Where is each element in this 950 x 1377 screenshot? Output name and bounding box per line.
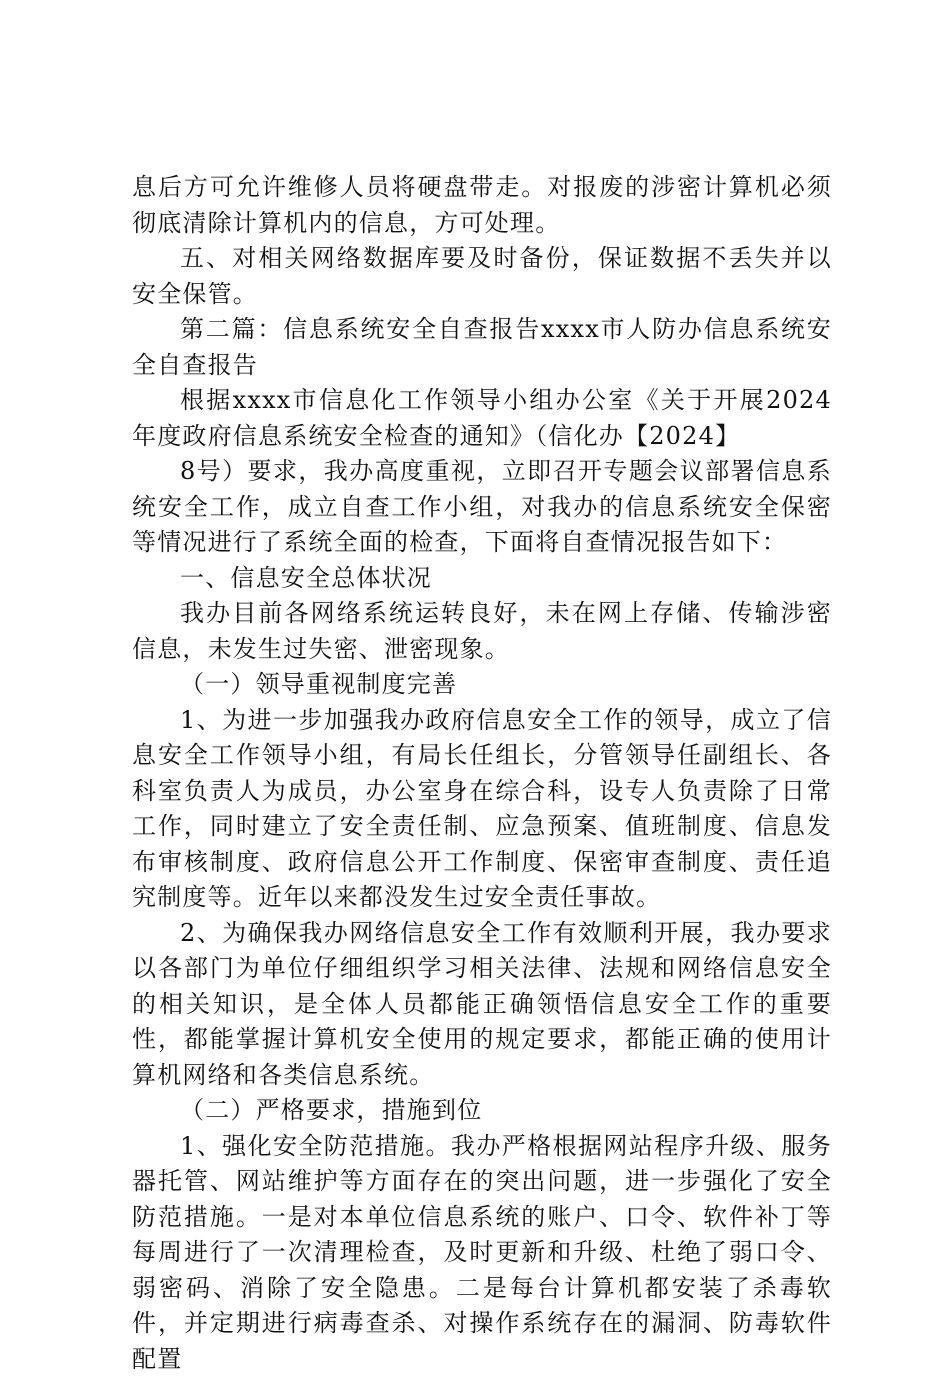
paragraph-continuation: 息后方可允许维修人员将硬盘带走。对报废的涉密计算机必须彻底清除计算机内的信息，方可处理。 bbox=[132, 170, 832, 241]
paragraph-network-status: 我办目前各网络系统运转良好，未在网上存储、传输涉密信息，未发生过失密、泄密现象。 bbox=[132, 596, 832, 667]
paragraph-security-measures: 1、强化安全防范措施。我办严格根据网站程序升级、服务器托管、网站维护等方面存在的突出问题，进一步强化了安全防范措施。一是对本单位信息系统的账户、口令、软件补丁等每周进行了一次清理检查，及时更新和升级、杜绝了弱口令、弱密码、消除了安全隐患。二是每台计算机都安装了杀毒软件，并定期进行病毒查杀、对操作系统存在的漏洞、防毒软件配置 bbox=[132, 1129, 832, 1377]
heading-overall-status: 一、信息安全总体状况 bbox=[132, 561, 832, 597]
document-body bbox=[132, 170, 832, 1377]
subheading-measures: （二）严格要求，措施到位 bbox=[132, 1093, 832, 1129]
paragraph-basis: 根据xxxx市信息化工作领导小组办公室《关于开展2024年度政府信息系统安全检查的通知》（信化办【2024】 bbox=[132, 383, 832, 454]
section-heading-part-two: 第二篇：信息系统安全自查报告xxxx市人防办信息系统安全自查报告 bbox=[132, 312, 832, 383]
paragraph-training: 2、为确保我办网络信息安全工作有效顺利开展，我办要求以各部门为单位仔细组织学习相关法律、法规和网络信息安全的相关知识，是全体人员都能正确领悟信息安全工作的重要性，都能掌握计算机安全使用的规定要求，都能正确的使用计算机网络和各类信息系统。 bbox=[132, 916, 832, 1094]
paragraph-leadership-group: 1、为进一步加强我办政府信息安全工作的领导，成立了信息安全工作领导小组，有局长任组长，分管领导任副组长、各科室负责人为成员，办公室身在综合科，设专人负责除了日常工作，同时建立了安全责任制、应急预案、值班制度、信息发布审核制度、政府信息公开工作制度、保密审查制度、责任追究制度等。近年以来都没发生过安全责任事故。 bbox=[132, 703, 832, 916]
paragraph-requirements: 8号）要求，我办高度重视，立即召开专题会议部署信息系统安全工作，成立自查工作小组，对我办的信息系统安全保密等情况进行了系统全面的检查，下面将自查情况报告如下： bbox=[132, 454, 832, 561]
paragraph-item-five: 五、对相关网络数据库要及时备份，保证数据不丢失并以安全保管。 bbox=[132, 241, 832, 312]
subheading-leadership: （一）领导重视制度完善 bbox=[132, 667, 832, 703]
